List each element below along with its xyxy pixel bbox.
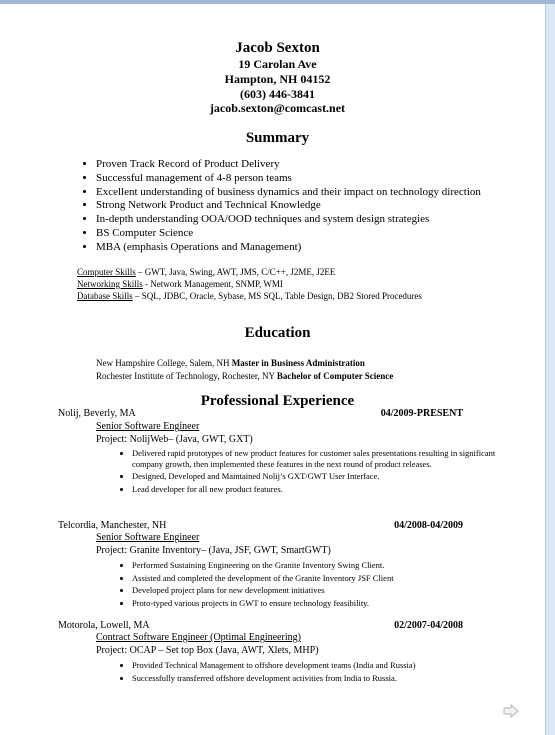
- list-item: • Provided Technical Management to offshore development teams (India and Russia): [132, 660, 502, 671]
- list-item: • Performed Sustaining Engineering on the Granite Inventory Swing Client.: [132, 560, 502, 571]
- database-skills-value: – SQL, JDBC, Oracle, Sybase, MS SQL, Table Design, DB2 Stored Procedures: [132, 291, 422, 301]
- company: Telcordia, Manchester, NH: [58, 520, 167, 531]
- job-header: [58, 620, 463, 631]
- job-project: Project: NolijWeb– (Java, GWT, GXT): [96, 434, 253, 445]
- list-item: • Strong Network Product and Technical Knowledge: [96, 199, 481, 213]
- summary-list: [78, 158, 481, 255]
- summary-heading: Summary: [245, 130, 310, 146]
- degree-1: Master in Business Administration: [231, 358, 365, 368]
- computer-skills: [77, 267, 335, 278]
- address-line-1: 19 Carolan Ave: [238, 57, 317, 71]
- education-line-1: [96, 358, 365, 370]
- list-item: • Developed project plans for new development initiatives: [132, 585, 502, 596]
- address-line-2: Hampton, NH 04152: [224, 72, 331, 86]
- list-item: • Excellent understanding of business dynamics and their impact on technology direction: [96, 186, 481, 200]
- job-duties: [116, 560, 502, 610]
- education-line-2: [96, 371, 393, 383]
- job-title: Senior Software Engineer: [96, 532, 200, 543]
- company: Motorola, Lowell, MA: [58, 620, 150, 631]
- top-border: [0, 0, 555, 4]
- list-item: • MBA (emphasis Operations and Management): [96, 241, 481, 255]
- list-item: • Lead developer for all new product features.: [132, 484, 502, 495]
- list-item: • Designed, Developed and Maintained Nolij’s GXT/GWT User Interface.: [132, 471, 502, 482]
- list-item: • Proven Track Record of Product Delivery: [96, 158, 481, 172]
- applicant-name: Jacob Sexton: [235, 40, 320, 56]
- email-address: jacob.sexton@comcast.net: [209, 101, 346, 115]
- computer-skills-label: Computer Skills: [77, 267, 136, 277]
- list-item: • Successful management of 4-8 person teams: [96, 172, 481, 186]
- database-skills-label: Database Skills: [77, 291, 133, 301]
- computer-skills-value: – GWT, Java, Swing, AWT, JMS, C/C++, J2ME, J2EE: [135, 267, 336, 277]
- job-dates: 02/2007-04/2008: [394, 620, 463, 631]
- school-1: New Hampshire College, Salem, NH: [96, 358, 232, 368]
- job-dates: 04/2009-PRESENT: [380, 408, 463, 419]
- job-header: [58, 408, 463, 419]
- job-duties: [116, 660, 502, 685]
- phone-number: (603) 446-3841: [240, 87, 315, 101]
- arrow-right-icon[interactable]: [503, 704, 519, 718]
- education-heading: Education: [244, 325, 311, 341]
- job-duties: [116, 448, 502, 496]
- job-project: Project: OCAP – Set top Box (Java, AWT, Xlets, MHP): [96, 645, 319, 656]
- job-title: Senior Software Engineer: [96, 421, 200, 432]
- company: Nolij, Beverly, MA: [58, 408, 136, 419]
- job-dates: 04/2008-04/2009: [394, 520, 463, 531]
- list-item: • Successfully transferred offshore development activities from India to Russia.: [132, 673, 502, 684]
- job-title: Contract Software Engineer (Optimal Engineering): [96, 632, 301, 643]
- degree-2: Bachelor of Computer Science: [276, 371, 394, 381]
- list-item: • Assisted and completed the development of the Granite Inventory JSF Client: [132, 573, 502, 584]
- school-2: Rochester Institute of Technology, Rochester, NY: [96, 371, 277, 381]
- list-item: • Delivered rapid prototypes of new product features for customer sales presentations resulting in significant company growth, then implemented these features in the next round of product releases.: [132, 448, 502, 469]
- experience-heading: Professional Experience: [200, 393, 355, 409]
- list-item: • In-depth understanding OOA/OOD techniques and system design strategies: [96, 213, 481, 227]
- list-item: • Proto-typed various projects in GWT to ensure technology feasibility.: [132, 598, 502, 609]
- list-item: • BS Computer Science: [96, 227, 481, 241]
- networking-skills-label: Networking Skills: [77, 279, 143, 289]
- networking-skills: [77, 279, 283, 290]
- job-project: Project: Granite Inventory– (Java, JSF, GWT, SmartGWT): [96, 545, 331, 556]
- networking-skills-value: - Network Management, SNMP, WMI: [142, 279, 283, 289]
- job-header: [58, 520, 463, 531]
- database-skills: [77, 291, 422, 302]
